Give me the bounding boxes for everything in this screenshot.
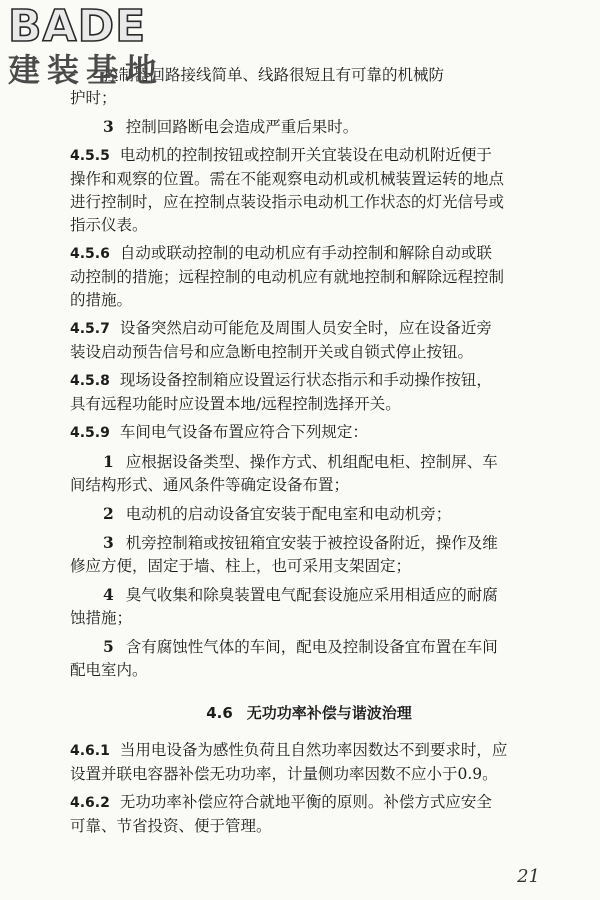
clause-4-6-1: 4.6.1 当用电设备为感性负荷且自然功率因数达不到要求时，应 [70, 741, 508, 759]
clause-4-5-6: 4.5.6 自动或联动控制的电动机应有手动控制和解除自动或联 [70, 244, 492, 262]
text-line: 具有远程功能时应设置本地/远程控制选择开关。 [70, 395, 401, 413]
clause-4-5-9: 4.5.9 车间电气设备布置应符合下列规定： [70, 423, 368, 441]
list-item: 2 电动机的启动设备宜安装于配电室和电动机旁； [103, 504, 452, 523]
text-line: 进行控制时，应在控制点装设指示电动机工作状态的灯光信号或 [70, 193, 505, 211]
logo-brand: BADE [8, 1, 147, 52]
text-line: 控制器回路接线简单、线路很短且有可靠的机械防 [103, 66, 445, 84]
clause-4-6-2: 4.6.2 无功功率补偿应符合就地平衡的原则。补偿方式应安全 [70, 793, 492, 811]
list-item: 3 控制回路断电会造成严重后果时。 [103, 117, 359, 136]
watermark-logo [8, 1, 178, 89]
logo-brand-cn: 建装基地 [8, 51, 165, 89]
section-heading: 4.6 无功功率补偿与谐波治理 [206, 704, 412, 722]
text-line: 间结构形式、通风条件等确定设备布置； [70, 476, 350, 494]
text-line: 操作和观察的位置。需在不能观察电动机或机械装置运转的地点 [70, 170, 505, 188]
page-number: 21 [517, 866, 540, 887]
text-line: 的措施。 [70, 291, 133, 309]
text-line: 设置并联电容器补偿无功功率，计量侧功率因数不应小于0.9。 [70, 765, 498, 783]
list-item: 5 含有腐蚀性气体的车间，配电及控制设备宜布置在车间 [103, 637, 498, 656]
clause-4-5-5: 4.5.5 电动机的控制按钮或控制开关宜装设在电动机附近便于 [70, 146, 492, 164]
text-line: 配电室内。 [70, 661, 148, 679]
text-line: 修应方便，固定于墙、柱上，也可采用支架固定； [70, 557, 412, 575]
document-page [70, 64, 548, 838]
list-item: 1 应根据设备类型、操作方式、机组配电柜、控制屏、车 [103, 452, 498, 471]
clause-4-5-7: 4.5.7 设备突然启动可能危及周围人员安全时，应在设备近旁 [70, 319, 492, 337]
text-line: 蚀措施； [70, 609, 133, 627]
clause-4-5-8: 4.5.8 现场设备控制箱应设置运行状态指示和手动操作按钮， [70, 371, 492, 389]
text-line: 装设启动预告信号和应急断电控制开关或自锁式停止按钮。 [70, 343, 474, 361]
text-line: 指示仪表。 [70, 216, 148, 234]
text-line: 护时； [70, 89, 117, 107]
list-item: 4 臭气收集和除臭装置电气配套设施应采用相适应的耐腐 [103, 585, 498, 604]
list-item: 3 机旁控制箱或按钮箱宜安装于被控设备附近，操作及维 [103, 533, 498, 552]
text-line: 动控制的措施；远程控制的电动机应有就地控制和解除远程控制 [70, 268, 505, 286]
text-line: 可靠、节省投资、便于管理。 [70, 817, 272, 835]
